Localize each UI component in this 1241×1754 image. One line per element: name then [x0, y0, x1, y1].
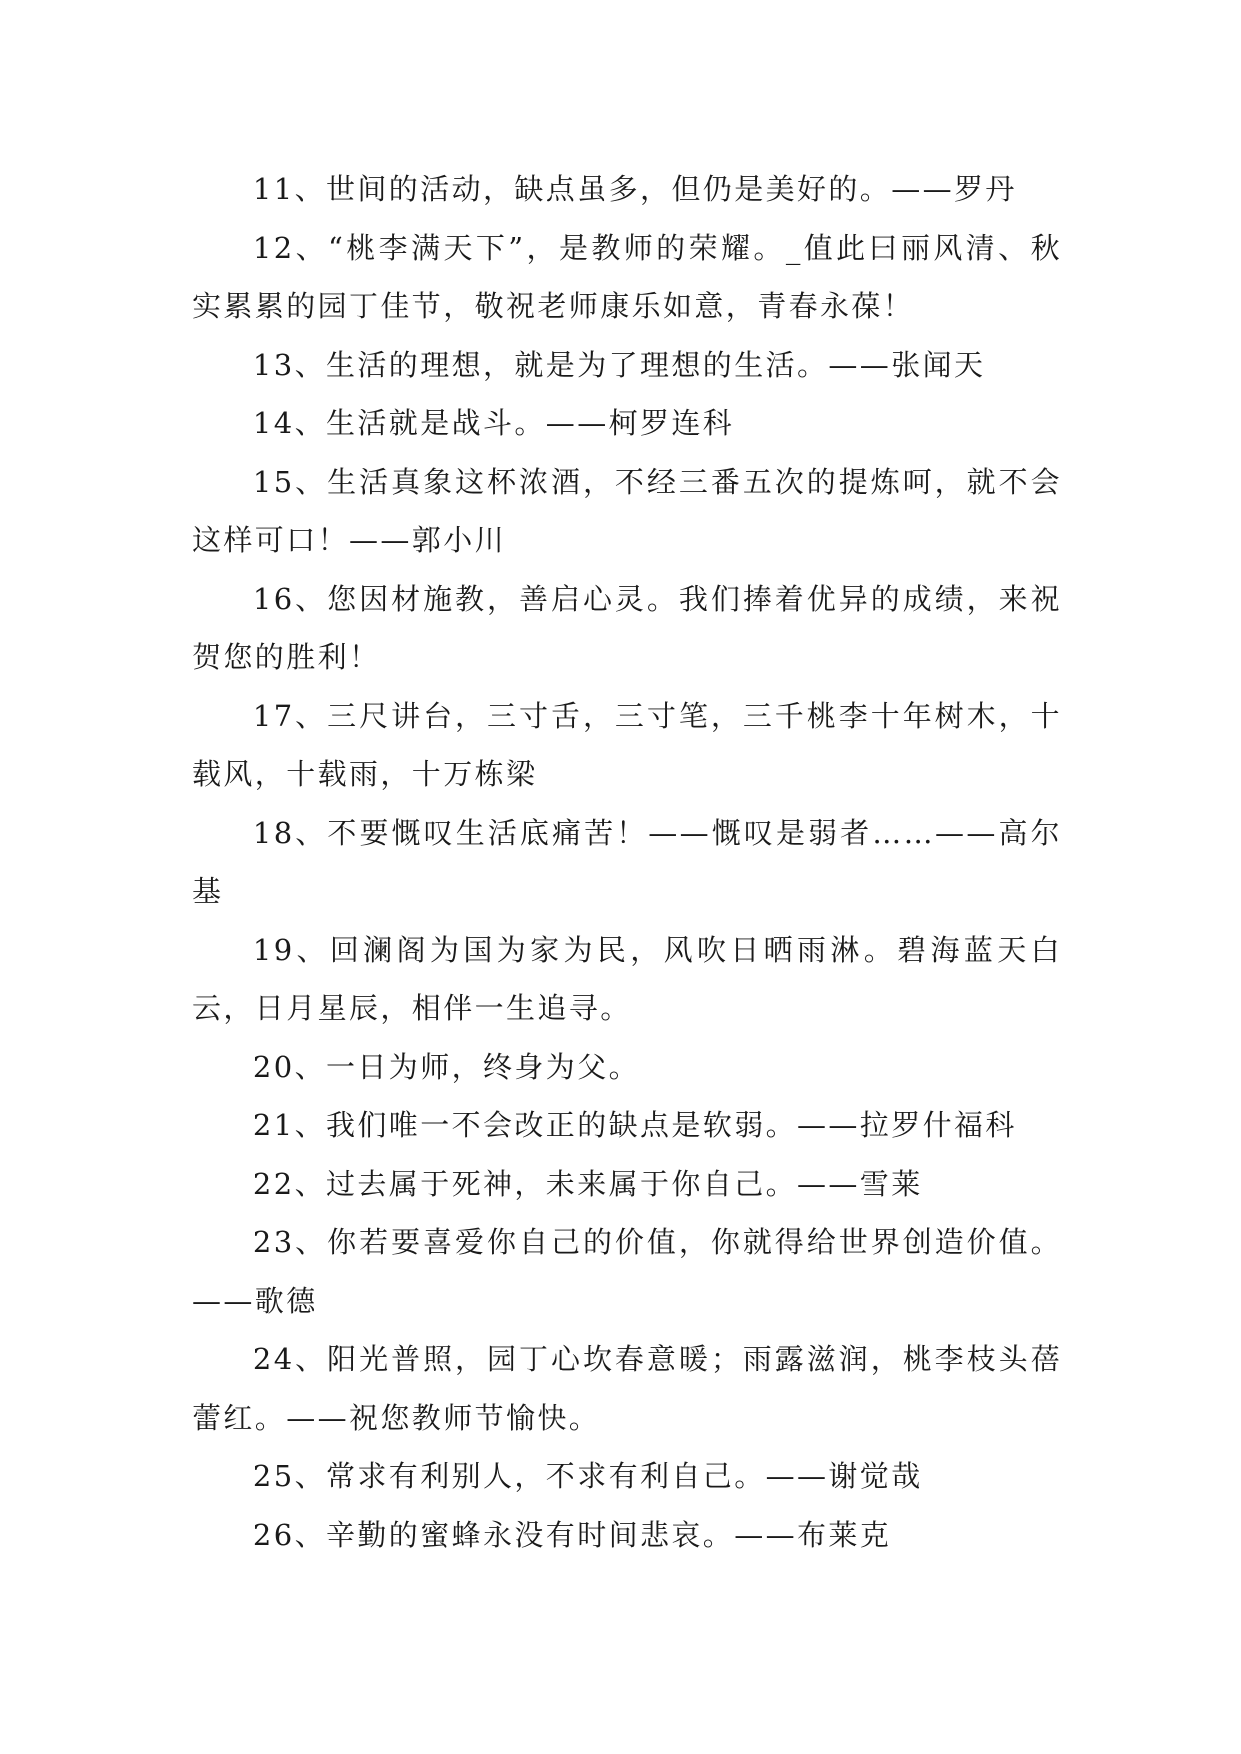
quote-paragraph-12: 12、“桃李满天下”，是教师的荣耀。_值此曰丽风清、秋实累累的园丁佳节，敬祝老师康乐如意，青春永葆！	[192, 230, 1062, 323]
quote-paragraph-11: 11、世间的活动，缺点虽多，但仍是美好的。——罗丹	[252, 172, 1017, 206]
quote-paragraph-25: 25、常求有利别人，不求有利自己。——谢觉哉	[252, 1459, 923, 1493]
quote-paragraph-14: 14、生活就是战斗。——柯罗连科	[252, 406, 735, 440]
quote-paragraph-22: 22、过去属于死神，未来属于你自己。——雪莱	[252, 1166, 923, 1201]
quote-paragraph-23: 23、你若要喜爱你自己的价值，你就得给世界创造价值。——歌德	[192, 1225, 1062, 1318]
quote-paragraph-15: 15、生活真象这杯浓酒，不经三番五次的提炼呵，就不会这样可口！——郭小川	[192, 464, 1062, 557]
quote-paragraph-21: 21、我们唯一不会改正的缺点是软弱。——拉罗什福科	[252, 1108, 1017, 1142]
quote-paragraph-16: 16、您因材施教，善启心灵。我们捧着优异的成绩，来祝贺您的胜利！	[192, 581, 1062, 674]
quote-paragraph-24: 24、阳光普照，园丁心坎春意暖；雨露滋润，桃李枝头蓓蕾红。——祝您教师节愉快。	[192, 1342, 1062, 1435]
quote-paragraph-20: 20、一日为师，终身为父。	[252, 1049, 640, 1084]
quote-paragraph-26: 26、辛勤的蜜蜂永没有时间悲哀。——布莱克	[252, 1517, 892, 1552]
quote-paragraph-19: 19、回澜阁为国为家为民，风吹日晒雨淋。碧海蓝天白云，日月星辰，相伴一生追寻。	[192, 932, 1062, 1025]
quote-paragraph-13: 13、生活的理想，就是为了理想的生活。——张闻天	[252, 347, 986, 382]
quote-paragraph-18: 18、不要慨叹生活底痛苦！——慨叹是弱者……——高尔基	[192, 815, 1062, 908]
quote-paragraph-17: 17、三尺讲台，三寸舌，三寸笔，三千桃李十年树木，十载风，十载雨，十万栋梁	[192, 698, 1062, 791]
document-body	[192, 160, 1062, 1564]
